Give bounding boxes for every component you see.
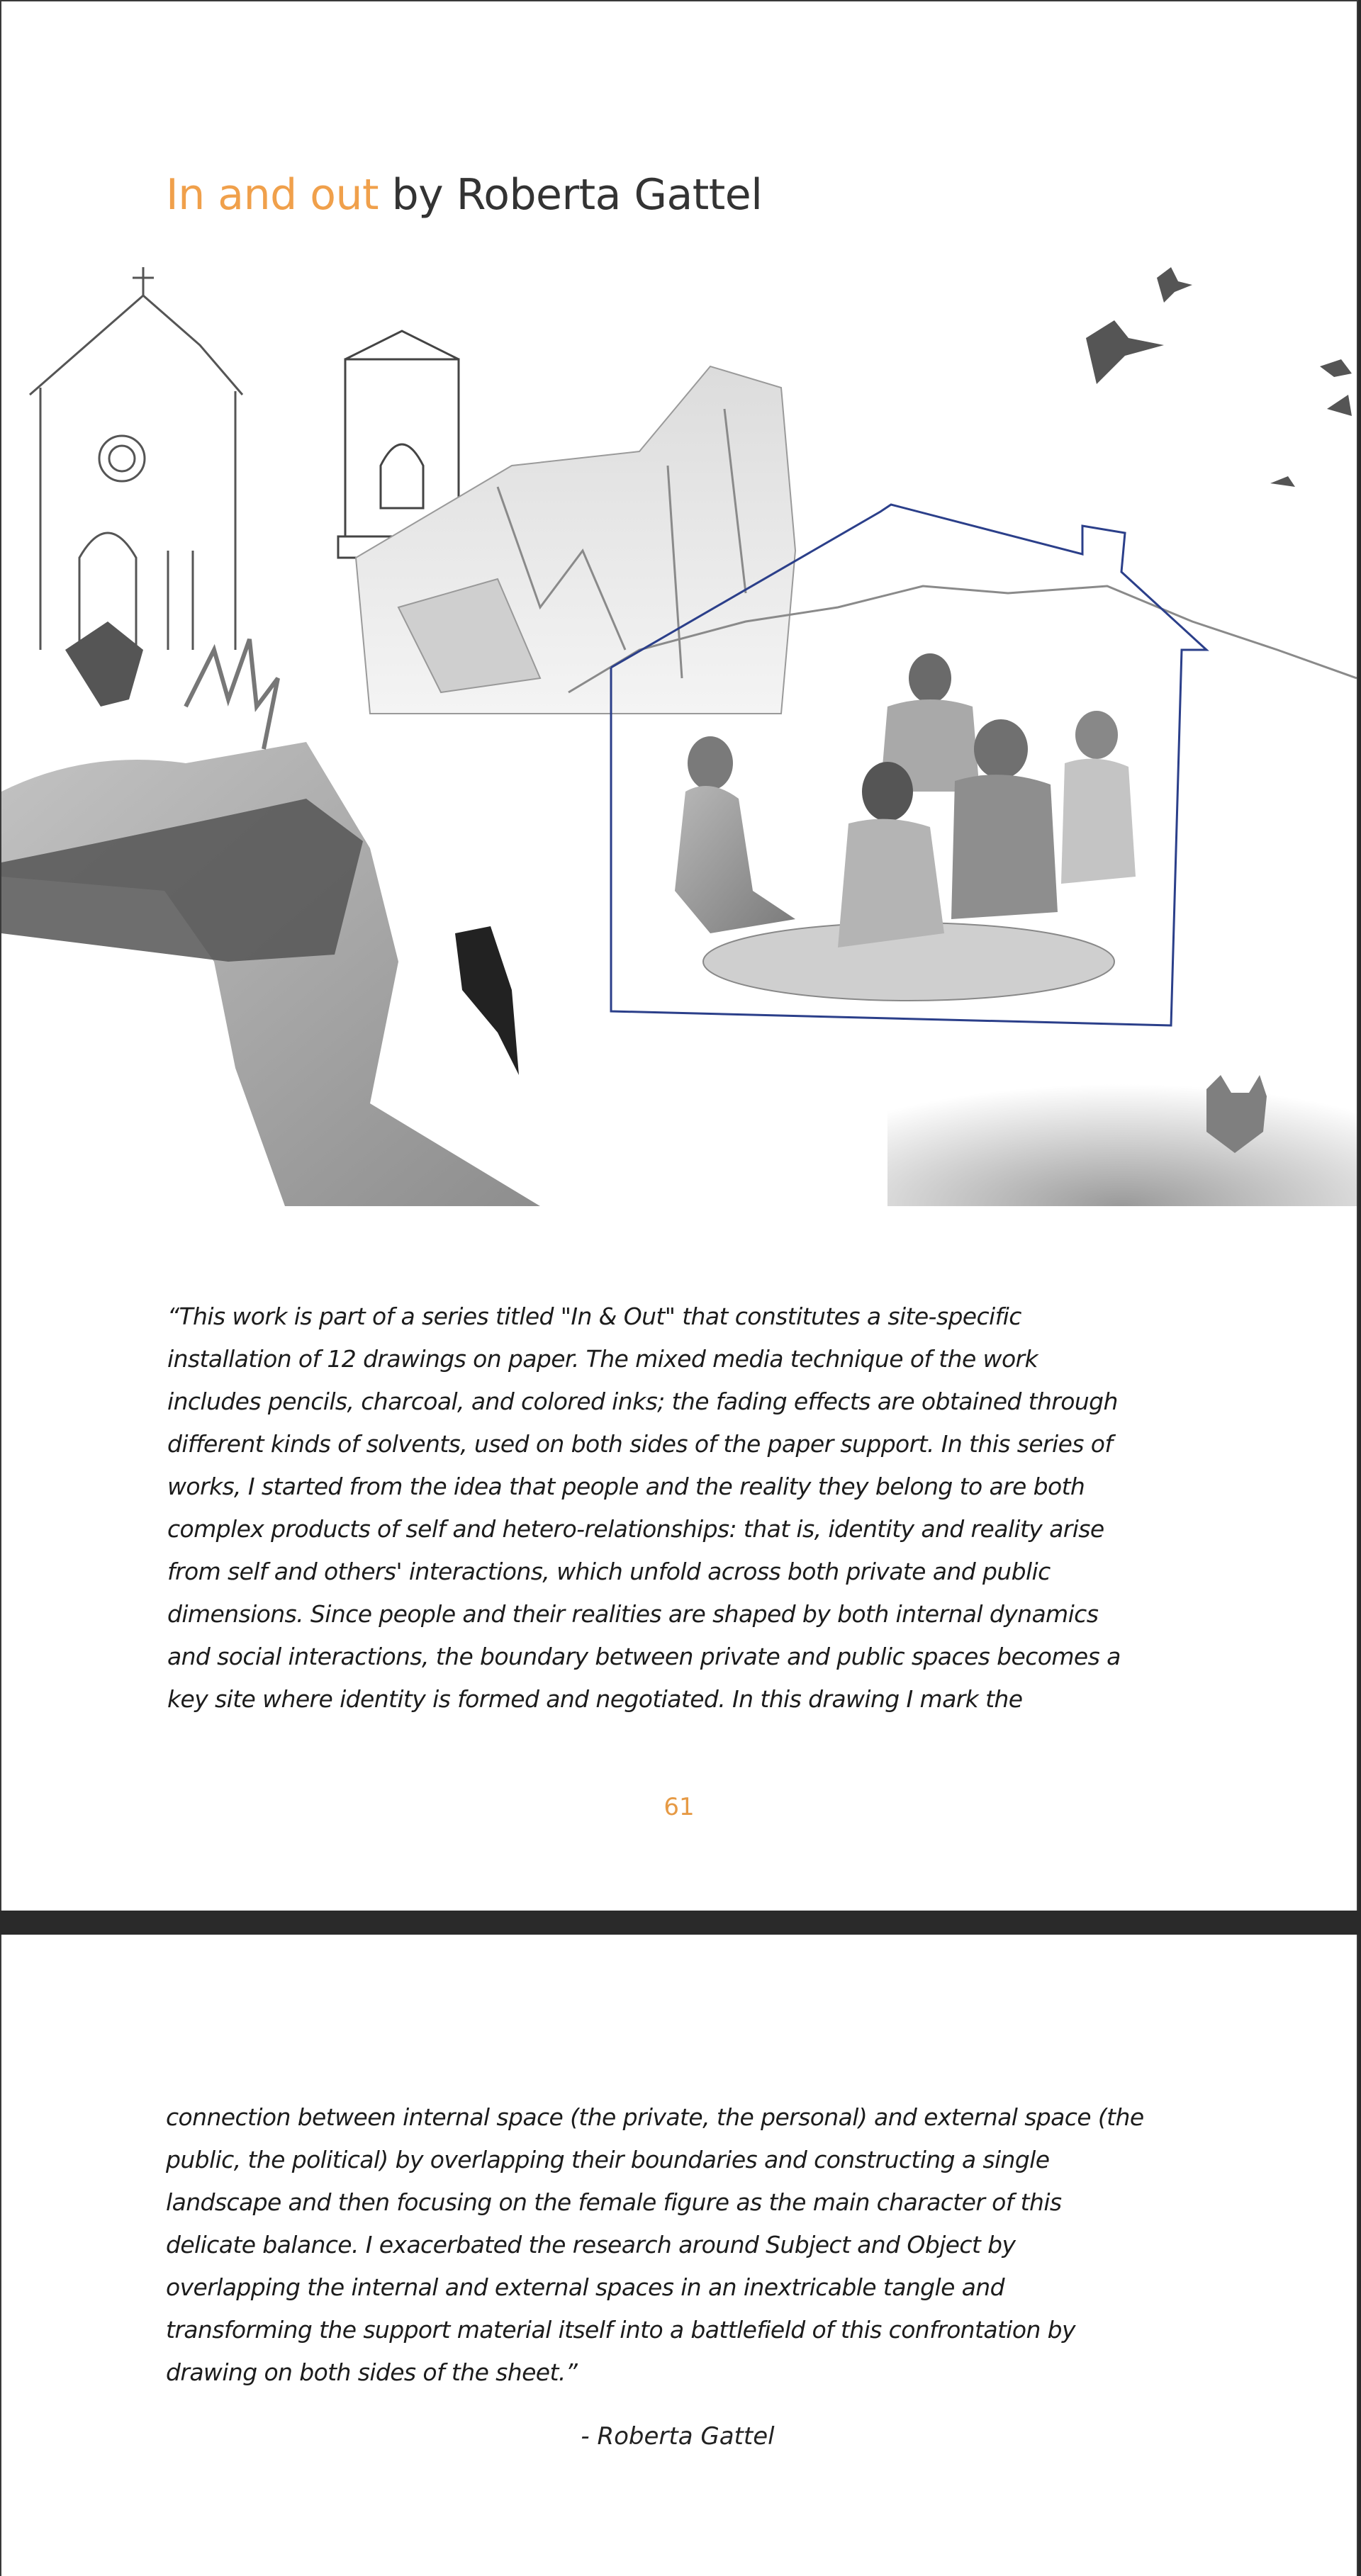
quote-line: transforming the support material itself into a battlefield of this confrontation by xyxy=(166,2316,1075,2344)
quote-line: delicate balance. I exacerbated the research around Subject and Object by xyxy=(166,2231,1016,2259)
page-number: 61 xyxy=(663,1793,695,1821)
quote-text-part-2 xyxy=(166,2096,1208,2394)
quote-line: complex products of self and hetero-relationships: that is, identity and reality arise xyxy=(167,1515,1104,1543)
church-sketch xyxy=(30,267,242,650)
quote-line: public, the political) by overlapping their boundaries and constructing a single xyxy=(166,2146,1050,2173)
title-highlight: In and out xyxy=(166,170,379,220)
quote-line: landscape and then focusing on the female figure as the main character of this xyxy=(166,2188,1062,2216)
quote-line: dimensions. Since people and their realities are shaped by both internal dynamics xyxy=(167,1600,1099,1628)
quote-line: different kinds of solvents, used on both sides of the paper support. In this series of xyxy=(167,1430,1113,1458)
artwork-illustration xyxy=(1,253,1357,1206)
quote-line: key site where identity is formed and negotiated. In this drawing I mark the xyxy=(167,1685,1023,1713)
quote-line: from self and others' interactions, which unfold across both private and public xyxy=(167,1558,1051,1585)
quote-line: and social interactions, the boundary between private and public spaces becomes a xyxy=(167,1643,1121,1670)
grass-patch xyxy=(887,1054,1357,1206)
quote-line: includes pencils, charcoal, and colored inks; the fading effects are obtained through xyxy=(167,1388,1118,1415)
quote-attribution: - Roberta Gattel xyxy=(581,2422,775,2451)
quote-line: works, I started from the idea that people and the reality they belong to are both xyxy=(167,1473,1085,1500)
female-figure xyxy=(1,639,540,1206)
quote-line: installation of 12 drawings on paper. The mixed media technique of the work xyxy=(167,1345,1038,1373)
ruins-sketch xyxy=(356,366,795,714)
quote-line: drawing on both sides of the sheet.” xyxy=(166,2358,578,2386)
quote-line: “This work is part of a series titled "In & Out" that constitutes a site-specific xyxy=(167,1303,1021,1330)
quote-line: overlapping the internal and external spaces in an inextricable tangle and xyxy=(166,2273,1004,2301)
quote-text-part-1 xyxy=(167,1295,1209,1721)
title-byline: by Roberta Gattel xyxy=(379,170,763,220)
quote-line: connection between internal space (the private, the personal) and external space (the xyxy=(166,2103,1144,2131)
artwork-title xyxy=(166,170,762,220)
